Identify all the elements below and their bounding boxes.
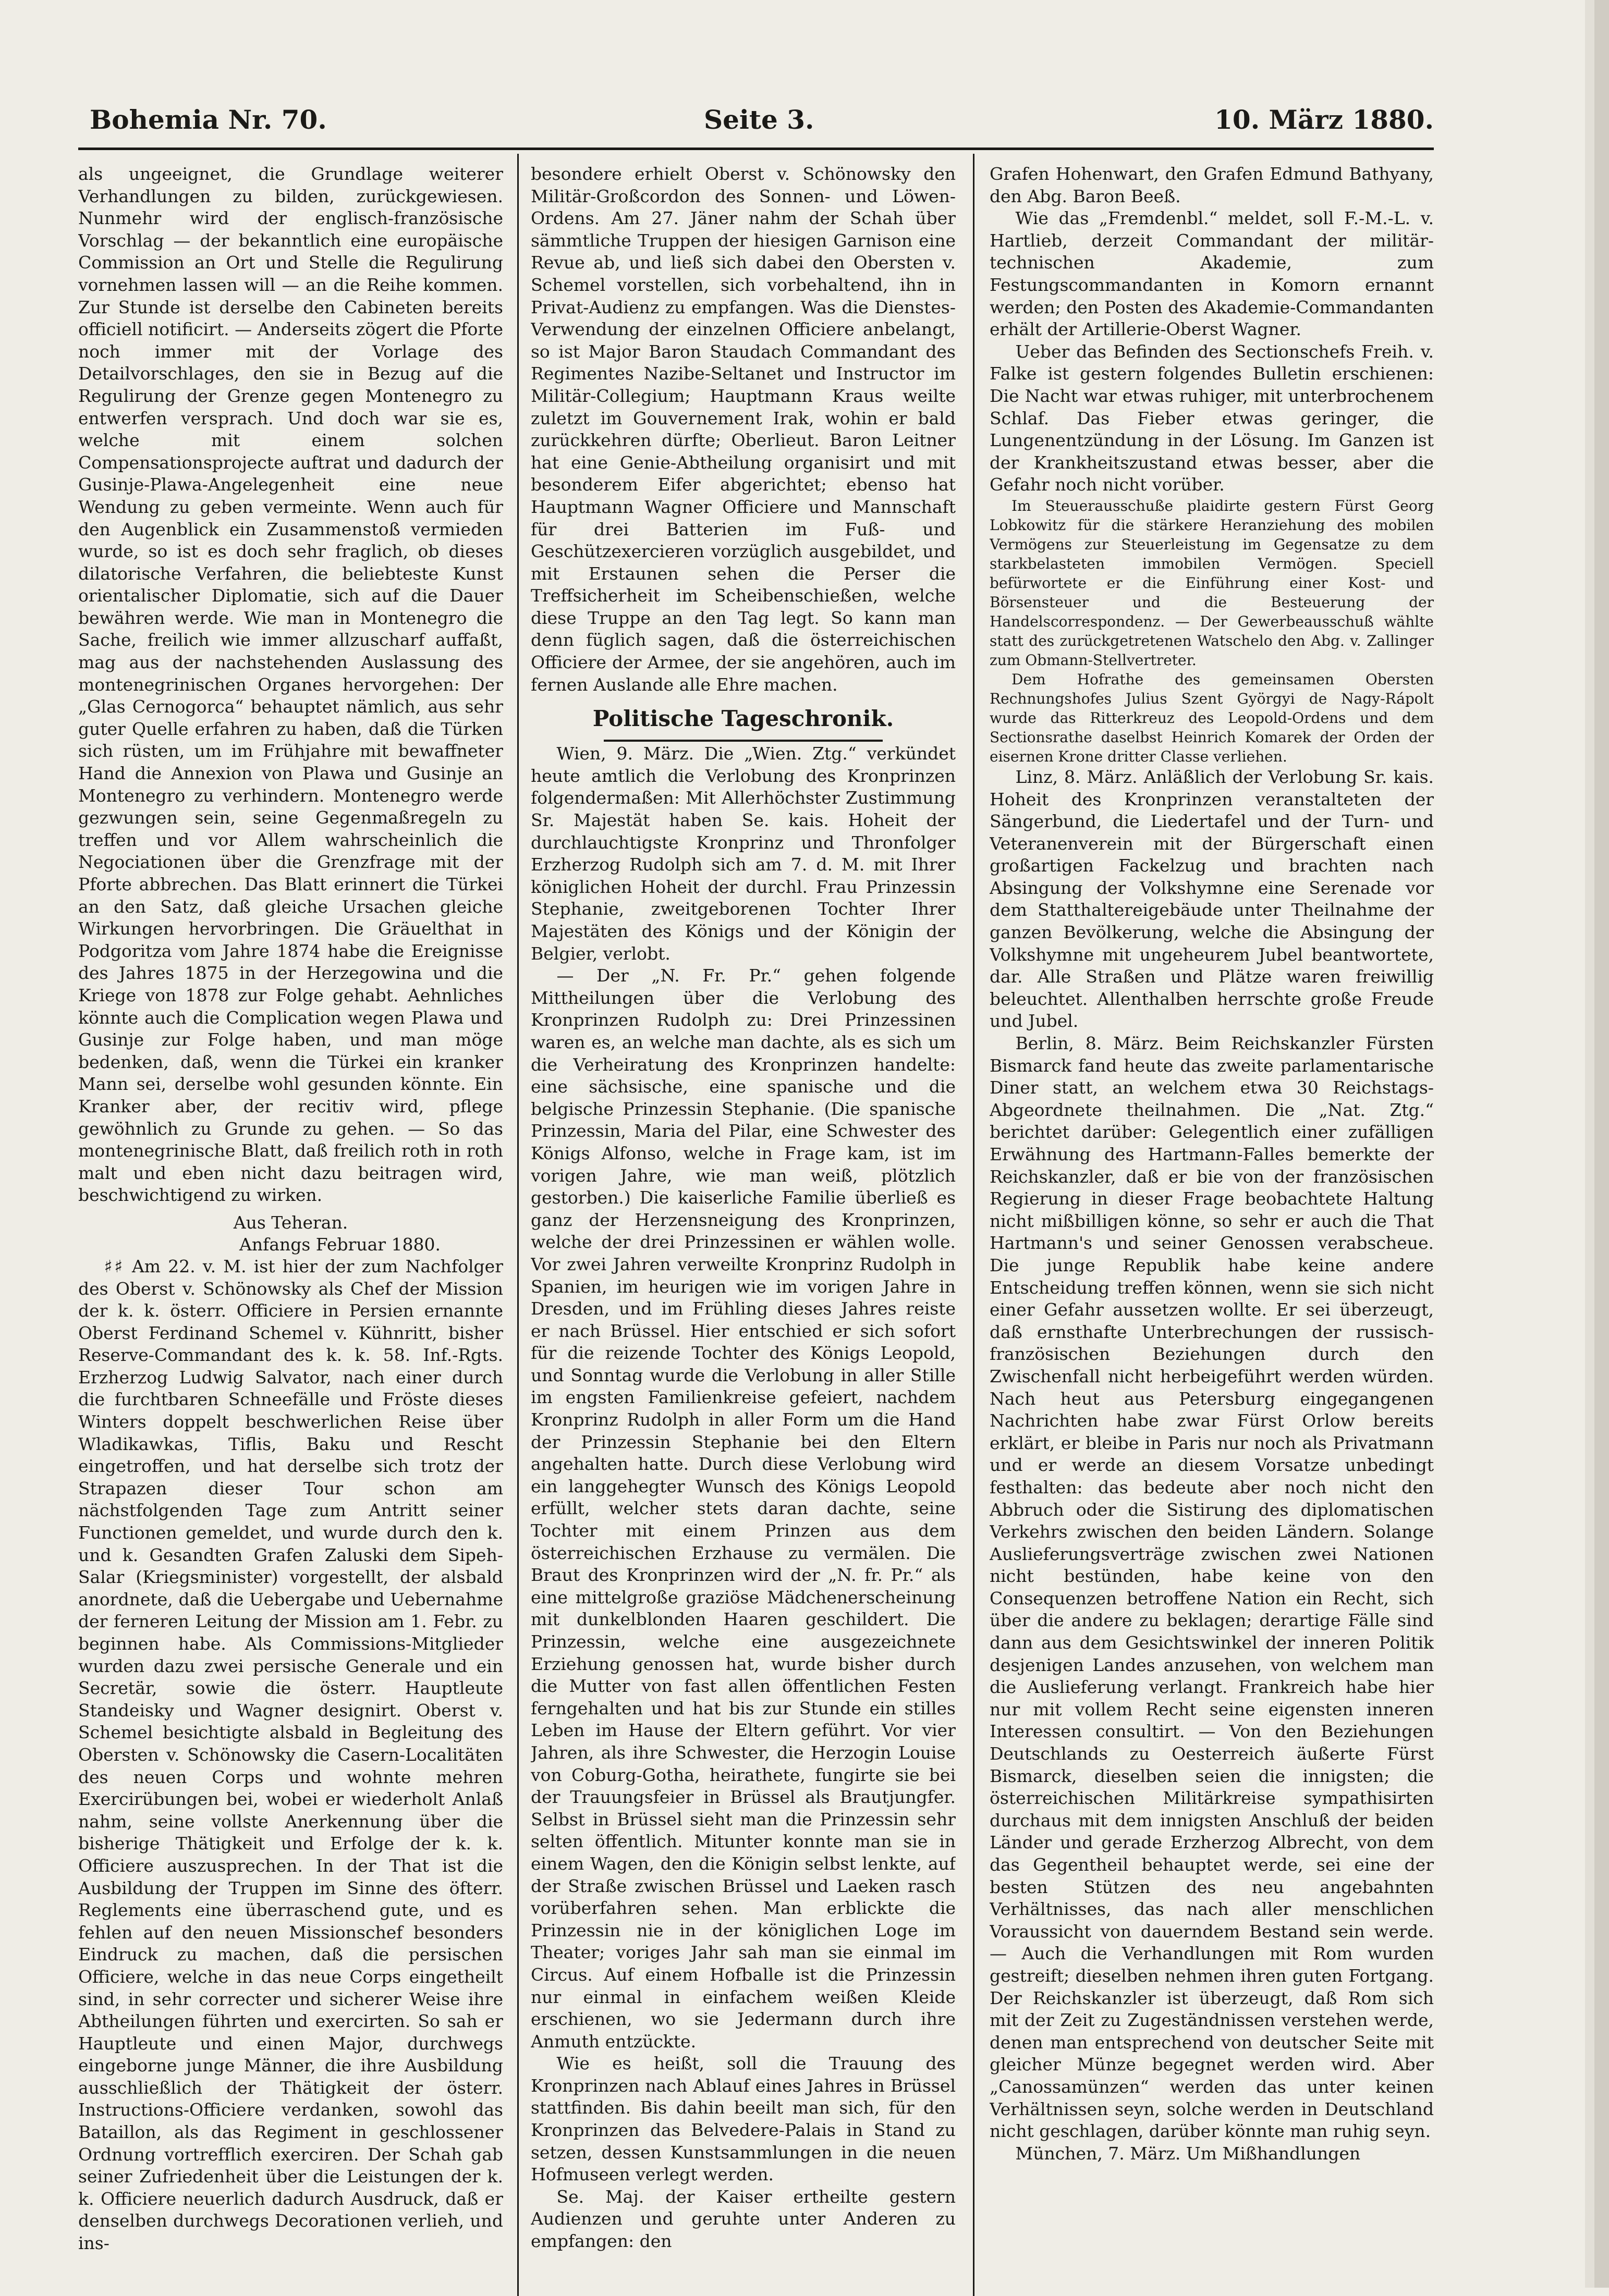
header-rule [78, 148, 1434, 150]
article-paragraph: Grafen Hohenwart, den Grafen Edmund Bathyany, den Abg. Baron Beeß. [990, 164, 1434, 206]
article-paragraph: Im Steuerausschuße plaidirte gestern Fürst Georg Lobkowitz für die stärkere Heranziehung des mobilen Vermögens zur Steuerleistung im Gegensatze zu dem starkbelasteten immobilen Vermögen. Speciell befürwortete er die Einführung einer Kost- und Börsensteuer und die Besteuerung der Handelscorrespondenz. — Der Gewerbeausschuß wählte statt des zurückgetretenen Watschelo den Abg. v. Zallinger zum Obmann-Stellvertreter. [990, 497, 1434, 669]
article-paragraph: Wien, 9. März. Die „Wien. Ztg.“ verkündet heute amtlich die Verlobung des Kronprinzen folgendermaßen: Mit Allerhöchster Zustimmung Sr. Majestät haben Se. kais. Hoheit der durchlauchtigste Kronprinz und Thronfolger Erzherzog Rudolph sich am 7. d. M. mit Ihrer königlichen Hoheit der durchl. Frau Prinzessin Stephanie, zweitgeborenen Tochter Ihrer Majestäten des Königs und der Königin der Belgier, verlobt. [531, 743, 956, 964]
article-paragraph: Dem Hofrathe des gemeinsamen Obersten Rechnungshofes Julius Szent Györgyi de Nagy-Rápolt wurde das Ritterkreuz des Leopold-Ordens und dem Sectionsrathe daselbst Heinrich Komarek der Orden der eisernen Krone dritter Classe verliehen. [990, 670, 1434, 765]
article-paragraph: München, 7. März. Um Mißhandlungen [1015, 2143, 1361, 2164]
section-heading-politische-tageschronik: Politische Tageschronik. [592, 706, 894, 732]
article-paragraph: Se. Maj. der Kaiser ertheilte gestern Audienzen und geruhte unter Anderen zu empfangen: den [531, 2186, 956, 2252]
newspaper-page [78, 102, 1434, 2291]
article-paragraph: besondere erhielt Oberst v. Schönowsky den Militär-Großcordon des Sonnen- und Löwen-Ordens. Am 27. Jäner nahm der Schah über sämmtliche Truppen der hiesigen Garnison eine Revue ab, und ließ sich dabei den Obersten v. Schemel vorstellen, sich vorbehaltend, ihn in Privat-Audienz zu empfangen. Was die Dienstes-Verwendung der einzelnen Officiere anbelangt, so ist Major Baron Staudach Commandant des Regimentes Nazibe-Seltanet und Instructor im Militär-Collegium; Hauptmann Kraus weilte zuletzt im Gouvernement Irak, wohin er bald zurückkehren dürfte; Oberlieut. Baron Leitner hat eine Genie-Abtheilung organisirt und mit besonderem Eifer abgerichtet; ebenso hat Hauptmann Wagner Officiere und Mannschaft für drei Batterien im Fuß- und Geschützexercieren vorzüglich ausgebildet, und mit Erstaunen sehen die Perser die Treffsicherheit im Scheibenschießen, welche diese Truppe an den Tag legt. So kann man denn füglich sagen, daß die österreichischen Officiere der Armee, der sie angehören, auch im fernen Auslande alle Ehre machen. [531, 164, 956, 695]
header-date: 10. März 1880. [1214, 104, 1434, 135]
section-heading-teheran: Aus Teheran. [233, 1212, 348, 1233]
header-newspaper-issue: Bohemia Nr. 70. [90, 104, 327, 135]
article-paragraph: Linz, 8. März. Anläßlich der Verlobung Sr. kais. Hoheit des Kronprinzen veranstalteten der Sängerbund, die Liedertafel und der Turn- und Veteranenverein mit der Bürgerschaft einen großartigen Fackelzug und brachten nach Absingung der Volkshymne eine Serenade vor dem Statthaltereigebäude unter Theilnahme der ganzen Bevölkerung, welche die Absingung der Volkshymne mit ungeheurem Jubel beantwortete, dar. Alle Straßen und Plätze waren freiwillig beleuchtet. Allenthalben herrschte große Freude und Jubel. [990, 766, 1434, 1032]
column-divider-1 [517, 154, 519, 2296]
article-paragraph: — Der „N. Fr. Pr.“ gehen folgende Mittheilungen über die Verlobung des Kronprinzen Rudolph zu: Drei Prinzessinen waren es, an welche man dachte, als es sich um die Verheiratung des Kronprinzen handelte: eine sächsische, eine spanische und die belgische Prinzessin Stephanie. (Die spanische Prinzessin, Maria del Pilar, eine Schwester des Königs Alfonso, welche in Frage kam, ist im vorigen Jahre, wie man weiß, plötzlich gestorben.) Die kaiserliche Familie überließ es ganz der Herzensneigung des Kronprinzen, welche der drei Prinzessinen er wählen wolle. Vor zwei Jahren verweilte Kronprinz Rudolph in Spanien, im heurigen wie im vorigen Jahre in Dresden, und im Frühling dieses Jahres reiste er nach Brüssel. Hier entschied er sich sofort für die reizende Tochter des Königs Leopold, und Sonntag wurde die Verlobung in aller Stille im engsten Familienkreise gefeiert, nachdem Kronprinz Rudolph in aller Form um die Hand der Prinzessin Stephanie bei den Eltern angehalten hatte. Durch diese Verlobung wird ein langgehegter Wunsch des Königs Leopold erfüllt, welcher stets daran dachte, seine Tochter mit einem Prinzen aus dem österreichischen Erzhause zu vermälen. Die Braut des Kronprinzen wird der „N. fr. Pr.“ als eine mittelgroße graziöse Mädchenerscheinung mit dunkelblonden Haaren geschildert. Die Prinzessin, welche eine ausgezeichnete Erziehung genossen hat, wurde bisher durch die Mutter von fast allen öffentlichen Festen ferngehalten und hat bis zur Stunde ein stilles Leben im Hause der Eltern geführt. Vor vier Jahren, als ihre Schwester, die Herzogin Louise von Coburg-Gotha, heirathete, fungirte sie bei der Trauungsfeier in Brüssel als Brautjungfer. Selbst in Brüssel sieht man die Prinzessin sehr selten öffentlich. Mitunter konnte man sie in einem Wagen, den die Königin selbst lenkte, auf der Straße zwischen Brüssel und Laeken rasch vorüberfahren sehen. Man erblickte die Prinzessin nie in der königlichen Loge im Theater; voriges Jahr sah man sie einmal im Circus. Auf einem Hofballe ist die Prinzessin nur einmal in einfachem weißen Kleide erschienen, wo sie Jedermann durch ihre Anmuth entzückte. [531, 965, 956, 2052]
page-header [78, 102, 1434, 143]
section-rule [604, 740, 883, 742]
article-paragraph: Wie es heißt, soll die Trauung des Kronprinzen nach Ablauf eines Jahres in Brüssel stattfinden. Bis dahin beeilt man sich, für den Kronprinzen das Belvedere-Palais in Stand zu setzen, dessen Kunstsammlungen in die neuen Hofmuseen verlegt werden. [531, 2053, 956, 2185]
article-paragraph: Wie das „Fremdenbl.“ meldet, soll F.-M.-L. v. Hartlieb, derzeit Commandant der militär-technischen Akademie, zum Festungscommandanten in Komorn ernannt werden; den Posten des Akademie-Commandanten erhält der Artillerie-Oberst Wagner. [990, 208, 1434, 340]
column-divider-2 [973, 154, 974, 2296]
article-paragraph: Ueber das Befinden des Sectionschefs Freih. v. Falke ist gestern folgendes Bulletin erschienen: Die Nacht war etwas ruhiger, mit unterbrochenem Schlaf. Das Fieber etwas geringer, die Lungenentzündung in der Lösung. Im Ganzen ist der Krankheitszustand etwas besser, aber die Gefahr noch nicht vorüber. [990, 341, 1434, 495]
dateline: Anfangs Februar 1880. [239, 1234, 441, 1255]
article-paragraph: als ungeeignet, die Grundlage weiterer Verhandlungen zu bilden, zurückgewiesen. Nunmehr wird der englisch-französische Vorschlag — der bekanntlich eine europäische Commission an Ort und Stelle die Regulirung vornehmen lassen will — an die Reihe kommen. Zur Stunde ist derselbe den Cabineten bereits officiell notificirt. — Anderseits zögert die Pforte noch immer mit der Vorlage des Detailvorschlages, den sie in Bezug auf die Regulirung der Grenze gegen Montenegro zu entwerfen versprach. Und doch war sie es, welche mit einem solchen Compensationsprojecte auftrat und dadurch der Gusinje-Plawa-Angelegenheit eine neue Wendung zu geben vermeinte. Wenn auch für den Augenblick ein Zusammenstoß vermieden wurde, so ist es doch sehr fraglich, ob dieses dilatorische Verfahren, die beliebteste Kunst orientalischer Diplomatie, sich auf die Dauer bewähren werde. Wie man in Montenegro die Sache, freilich wie immer allzuscharf auffaßt, mag aus der nachstehenden Auslassung des montenegrinischen Organes hervorgehen: Der „Glas Cernogorca“ behauptet nämlich, aus sehr guter Quelle erfahren zu haben, daß die Türken sich rüsten, um im Frühjahre mit bewaffneter Hand die Annexion von Plawa und Gusinje an Montenegro zu verhindern. Montenegro werde gezwungen sein, seine Gegenmaßregeln zu treffen und vor Allem wahrscheinlich die Negociationen über die Grenzfrage mit der Pforte abbrechen. Das Blatt erinnert die Türkei an den Satz, daß gleiche Ursachen gleiche Wirkungen hervorbringen. Die Gräuelthat in Podgoritza vom Jahre 1874 habe die Ereignisse des Jahres 1875 in der Herzegowina und die Kriege von 1878 zur Folge gehabt. Aehnliches könnte auch die Complication wegen Plawa und Gusinje zur Folge haben, und man möge bedenken, daß, wenn die Türkei ein kranker Mann sei, derselbe wohl gesunden könnte. Ein Kranker aber, der recitiv wird, pflege gewöhnlich zu Grunde zu gehen. — So das montenegrinische Blatt, daß freilich roth in roth malt und eben nicht dazu beitragen wird, beschwichtigend zu wirken. [78, 164, 503, 1206]
article-paragraph: Berlin, 8. März. Beim Reichskanzler Fürsten Bismarck fand heute das zweite parlamentarische Diner statt, an welchem etwa 30 Reichstags-Abgeordnete theilnahmen. Die „Nat. Ztg.“ berichtet darüber: Gelegentlich einer zufälligen Erwähnung des Hartmann-Falles bemerkte der Reichskanzler, daß er bie von der französischen Regierung in dieser Frage beobachtete Haltung nicht mißbilligen könne, so sehr er auch die That Hartmann's und seiner Genossen verabscheue. Die junge Republik habe keine andere Entscheidung treffen können, wenn sie sich nicht einer Gefahr aussetzen wollte. Er sei überzeugt, daß ernsthafte Unterbrechungen der russisch-französischen Beziehungen durch den Zwischenfall nicht herbeigeführt werden würden. Nach heut aus Petersburg eingegangenen Nachrichten habe zwar Fürst Orlow bereits erklärt, er bleibe in Paris nur noch als Privatmann und er werde an diesem Vorsatze unbedingt festhalten: das bedeute aber noch nicht den Abbruch oder die Sistirung des diplomatischen Verkehrs zwischen den beiden Ländern. Solange Auslieferungsverträge zwischen zwei Nationen nicht bestünden, habe keine von den Consequenzen betroffene Nation ein Recht, sich über die andere zu beklagen; derartige Fälle sind dann aus dem Gesichtswinkel der inneren Politik desjenigen Landes anzusehen, von welchem man die Auslieferung verlangt. Frankreich habe hier nur mit vollem Recht seine eigensten inneren Interessen consultirt. — Von den Beziehungen Deutschlands zu Oesterreich äußerte Fürst Bismarck, dieselben seien die innigsten; die österreichischen Militärkreise sympathisirten durchaus mit dem innigsten Anschluß der beiden Länder und gerade Erzherzog Albrecht, von dem das Gegentheil behauptet werde, sei eine der besten Stützen des neu angebahnten Verhältnisses, das nach aller menschlichen Voraussicht von dauerndem Bestand sein werde. — Auch die Verhandlungen mit Rom wurden gestreift; dieselben nehmen ihren guten Fortgang. Der Reichskanzler ist überzeugt, daß Rom sich mit der Zeit zu Zugeständnissen verstehen werde, denen man entsprechend von deutscher Seite mit gleicher Münze begegnet werden wird. Aber „Canossamünzen“ werden das unter keinen Verhältnissen seyn, solche werden in Deutschland nicht geschlagen, darüber könnte man ruhig seyn. [990, 1033, 1434, 2142]
article-paragraph: ♯♯ Am 22. v. M. ist hier der zum Nachfolger des Oberst v. Schönowsky als Chef der Mission der k. k. österr. Officiere in Persien ernannte Oberst Ferdinand Schemel v. Kühnritt, bisher Reserve-Commandant des k. k. 58. Inf.-Rgts. Erzherzog Ludwig Salvator, nach einer durch die furchtbaren Schneefälle und Fröste dieses Winters doppelt beschwerlichen Reise über Wladikawkas, Tiflis, Baku und Rescht eingetroffen, und hat derselbe sich trotz der Strapazen dieser Tour schon am nächstfolgenden Tage zum Antritt seiner Functionen gemeldet, und wurde durch den k. und k. Gesandten Grafen Zaluski dem Sipeh-Salar (Kriegsminister) vorgestellt, der alsbald anordnete, daß die Uebergabe und Uebernahme der ferneren Leitung der Mission am 1. Febr. zu beginnen habe. Als Commissions-Mitglieder wurden dazu zwei persische Generale und ein Secretär, sowie die österr. Hauptleute Standeisky und Wagner designirt. Oberst v. Schemel besichtigte alsbald in Begleitung des Obersten v. Schönowsky die Casern-Localitäten des neuen Corps und wohnte mehren Exercirübungen bei, wobei er wiederholt Anlaß nahm, seine vollste Anerkennung über die bisherige Thätigkeit und Erfolge der k. k. Officiere auszusprechen. In der That ist die Ausbildung der Truppen im Sinne des öfterr. Reglements eine überraschend gute, und es fehlen auf den neuen Missionschef besonders Eindruck zu machen, daß die persischen Officiere, welche in das neue Corps eingetheilt sind, in sehr correcter und sicherer Weise ihre Abtheilungen führten und exercirten. So sah er Hauptleute und einen Major, durchwegs eingeborne junge Männer, die ihre Ausbildung ausschließlich der Thätigkeit der österr. Instructions-Officiere verdanken, sowohl das Bataillon, als das Regiment in geschlossener Ordnung vortrefflich exerciren. Der Schah gab seiner Zufriedenheit über die Leistungen der k. k. Officiere neuerlich dadurch Ausdruck, daß er denselben durchwegs Decorationen verlieh, und ins- [78, 1256, 503, 2254]
column-1 [78, 163, 503, 2279]
column-3 [990, 163, 1434, 2279]
column-2 [531, 163, 956, 2279]
page-shadow [1585, 0, 1594, 2288]
header-page-number: Seite 3. [704, 104, 814, 135]
page-edge [1594, 0, 1609, 2288]
